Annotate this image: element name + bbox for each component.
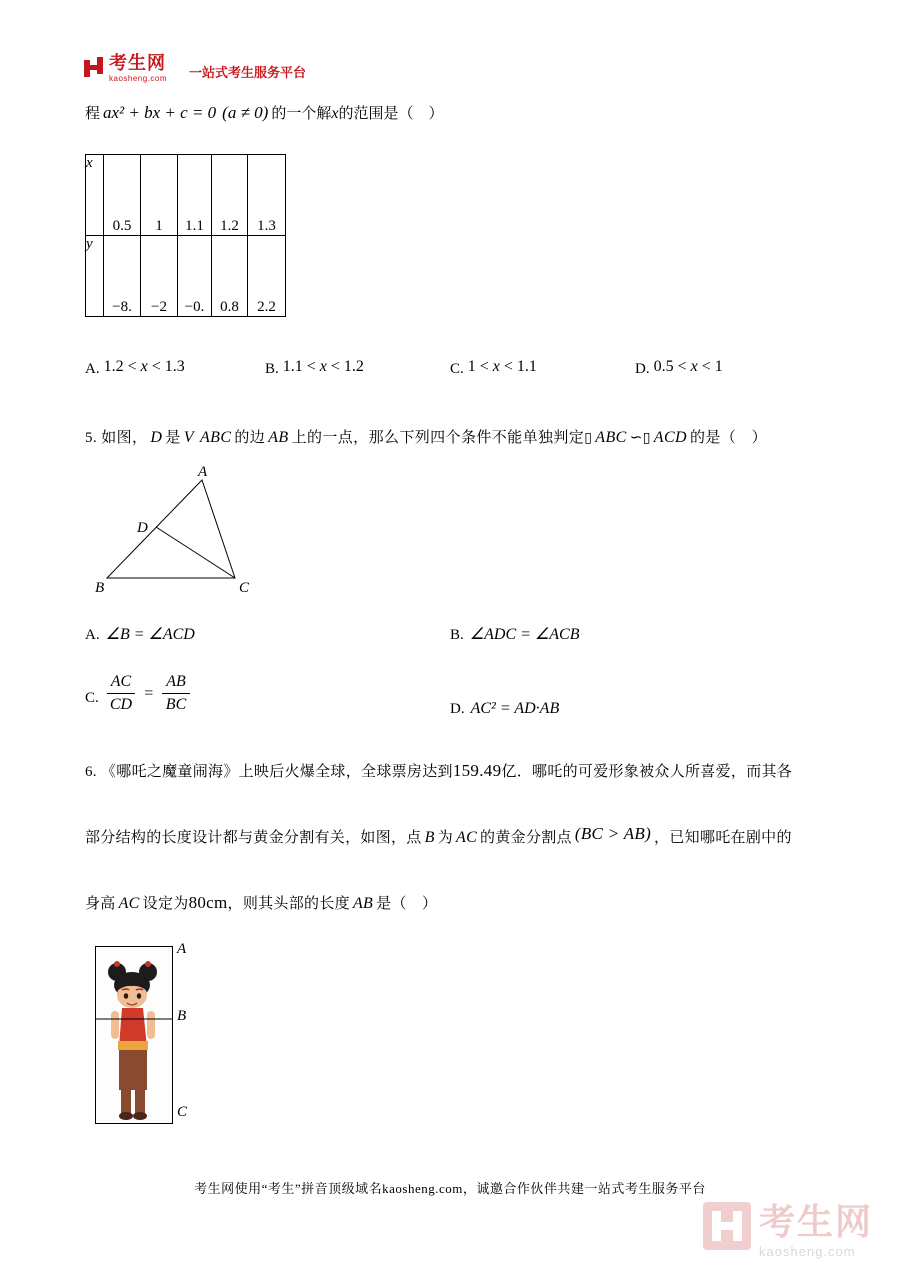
- triangle-figure: [95, 466, 255, 596]
- stem-text: 是（ ）: [376, 896, 438, 912]
- stem-text: 上的一点，那么下列四个条件不能单独判定: [291, 430, 585, 446]
- triangle-abc: ABC: [199, 429, 232, 446]
- stem-text-tail: 的范围是（ ）: [338, 106, 444, 122]
- watermark-domain: kaosheng.com: [759, 1243, 856, 1259]
- expr-var: x: [690, 358, 698, 375]
- stem-text: 如图，: [101, 430, 148, 446]
- stem-text: 亿．哪吒的可爱形象被众人所喜爱，而其各: [501, 764, 793, 780]
- table-cell: 1.1: [178, 155, 212, 236]
- stem-text: ，已知哪吒在剧中的: [654, 830, 792, 846]
- triangle-symbol: V: [183, 429, 194, 446]
- table-cell: 2.2: [248, 236, 286, 317]
- expr-post: < 1.2: [326, 358, 364, 375]
- segment-ac: AC: [456, 829, 478, 846]
- table-row-y: [86, 236, 286, 317]
- table-cell: 1: [141, 155, 178, 236]
- expr-pre: 0.5 <: [653, 358, 691, 375]
- row-header-y: y: [86, 236, 104, 317]
- watermark-logo-icon: [703, 1202, 751, 1250]
- stem-text-lead: 程: [85, 106, 101, 122]
- option-expression: ∠ADC = ∠ACB: [469, 626, 580, 643]
- option-letter: A.: [85, 627, 100, 643]
- row-header-x: x: [86, 155, 104, 236]
- point-b: B: [424, 829, 435, 846]
- question6-line1: [85, 760, 792, 781]
- table-cell: 1.3: [248, 155, 286, 236]
- box-office-number: 159.49: [452, 761, 502, 780]
- point-label-d: D: [137, 520, 148, 536]
- height-value: 80cm: [188, 893, 228, 912]
- question4-stem: [85, 102, 443, 123]
- missing-glyph-box: ▯: [642, 430, 651, 446]
- question6-line2: [85, 826, 792, 847]
- table-cell: −0.: [178, 236, 212, 317]
- vertex-label-b: B: [95, 580, 105, 596]
- kaosheng-logo-icon: [84, 56, 104, 78]
- question-number: 5.: [85, 430, 98, 446]
- fraction-denominator: BC: [165, 696, 187, 713]
- stem-text: 的是（ ）: [690, 430, 768, 446]
- nezha-figure-frame: [95, 946, 173, 1124]
- triangle-acd: ACD: [653, 429, 687, 446]
- stem-text: 部分结构的长度设计都与黄金分割有关，如图，点: [85, 830, 422, 846]
- stem-text: 《哪吒之魔童闹海》上映后火爆全球，全球票房达到: [100, 764, 453, 780]
- stem-text: 是: [165, 430, 181, 446]
- segment-ab: AB: [352, 895, 374, 912]
- expr-pre: 1 <: [467, 358, 493, 375]
- fraction-ab-bc: [162, 672, 190, 715]
- brand-block: [109, 54, 167, 83]
- brand-tagline: 一站式考生服务平台: [189, 65, 307, 80]
- vertex-label-a: A: [198, 466, 208, 480]
- watermark: [703, 1202, 873, 1259]
- figure-label-b: B: [177, 1008, 187, 1024]
- expr-pre: 1.1 <: [282, 358, 320, 375]
- variable-x: x: [331, 105, 339, 122]
- q5-option-c: [85, 672, 190, 715]
- table-cell: 0.8: [212, 236, 248, 317]
- figure-label-a: A: [177, 941, 187, 957]
- footer-slogan: 考生网使用“考生”拼音顶级域名kaosheng.com，诚邀合作伙伴共建一站式考生服务平台: [194, 1181, 706, 1196]
- q4-option-a: [85, 360, 185, 378]
- stem-text: ，则其头部的长度: [227, 896, 350, 912]
- q5-option-b: [450, 624, 579, 644]
- brand-domain: kaosheng.com: [109, 74, 168, 83]
- stem-text: 身高: [85, 896, 116, 912]
- stem-text-mid: 的一个解: [271, 106, 332, 122]
- table-cell: 0.5: [104, 155, 141, 236]
- cevian-dc: [156, 527, 235, 578]
- option-letter: A.: [85, 361, 100, 377]
- brand-name: 考生网: [109, 53, 166, 73]
- figure-label-c: C: [177, 1104, 188, 1120]
- watermark-brand: 考生网: [759, 1201, 874, 1242]
- expr-post: < 1.3: [147, 358, 185, 375]
- option-letter: D.: [450, 701, 465, 717]
- question-number: 6.: [85, 764, 97, 780]
- option-expression: ∠B = ∠ACD: [105, 626, 195, 643]
- expr-var: x: [140, 358, 148, 375]
- option-letter: B.: [265, 361, 279, 377]
- option-expression: [283, 358, 364, 375]
- stem-text: 设定为: [142, 896, 189, 912]
- q5-option-d: [450, 700, 559, 718]
- fraction-numerator: AB: [162, 672, 190, 694]
- expr-pre: 1.2 <: [103, 358, 141, 375]
- watermark-text: [759, 1202, 873, 1259]
- table-cell: −2: [141, 236, 178, 317]
- nezha-illustration: [96, 947, 172, 1123]
- expr-var: x: [492, 358, 500, 375]
- triangle-outline: [107, 480, 235, 578]
- stem-text: 的黄金分割点: [480, 830, 572, 846]
- option-expression: [468, 358, 537, 375]
- option-expression: AC² = AD·AB: [470, 700, 560, 717]
- fraction-numerator: AC: [107, 672, 135, 694]
- option-letter: C.: [450, 361, 464, 377]
- fraction-ac-cd: [107, 672, 135, 715]
- equals-sign: =: [144, 684, 154, 702]
- point-d: D: [150, 429, 163, 446]
- site-header: [84, 54, 306, 83]
- similar-symbol: ∽: [629, 430, 643, 446]
- table-cell: −8.: [104, 236, 141, 317]
- expr-post: < 1.1: [499, 358, 537, 375]
- option-letter: B.: [450, 627, 464, 643]
- expr-var: x: [319, 358, 327, 375]
- stem-text: 为: [437, 830, 453, 846]
- table-row-x: [86, 155, 286, 236]
- vertex-label-c: C: [239, 580, 250, 596]
- option-expression: [654, 358, 723, 375]
- q4-option-d: [635, 360, 723, 378]
- equation-condition: (a ≠ 0): [222, 103, 269, 122]
- expr-post: < 1: [697, 358, 723, 375]
- q4-option-c: [450, 360, 537, 378]
- option-letter: D.: [635, 361, 650, 377]
- option-expression: [104, 358, 185, 375]
- missing-glyph-box: ▯: [584, 430, 593, 446]
- option-letter: C.: [85, 690, 99, 706]
- fraction-denominator: CD: [109, 696, 133, 713]
- stem-text: 的边: [234, 430, 266, 446]
- golden-ratio-condition: (BC > AB): [574, 824, 652, 843]
- q4-option-b: [265, 360, 364, 378]
- question6-line3: [85, 892, 437, 913]
- table-cell: 1.2: [212, 155, 248, 236]
- triangle-abc: ABC: [595, 429, 627, 446]
- quadratic-equation: ax² + bx + c = 0: [103, 103, 217, 122]
- segment-ac: AC: [118, 895, 140, 912]
- segment-ab: AB: [268, 429, 289, 446]
- xy-value-table: [85, 154, 286, 317]
- q5-option-a: [85, 624, 195, 644]
- question5-stem: [85, 426, 767, 447]
